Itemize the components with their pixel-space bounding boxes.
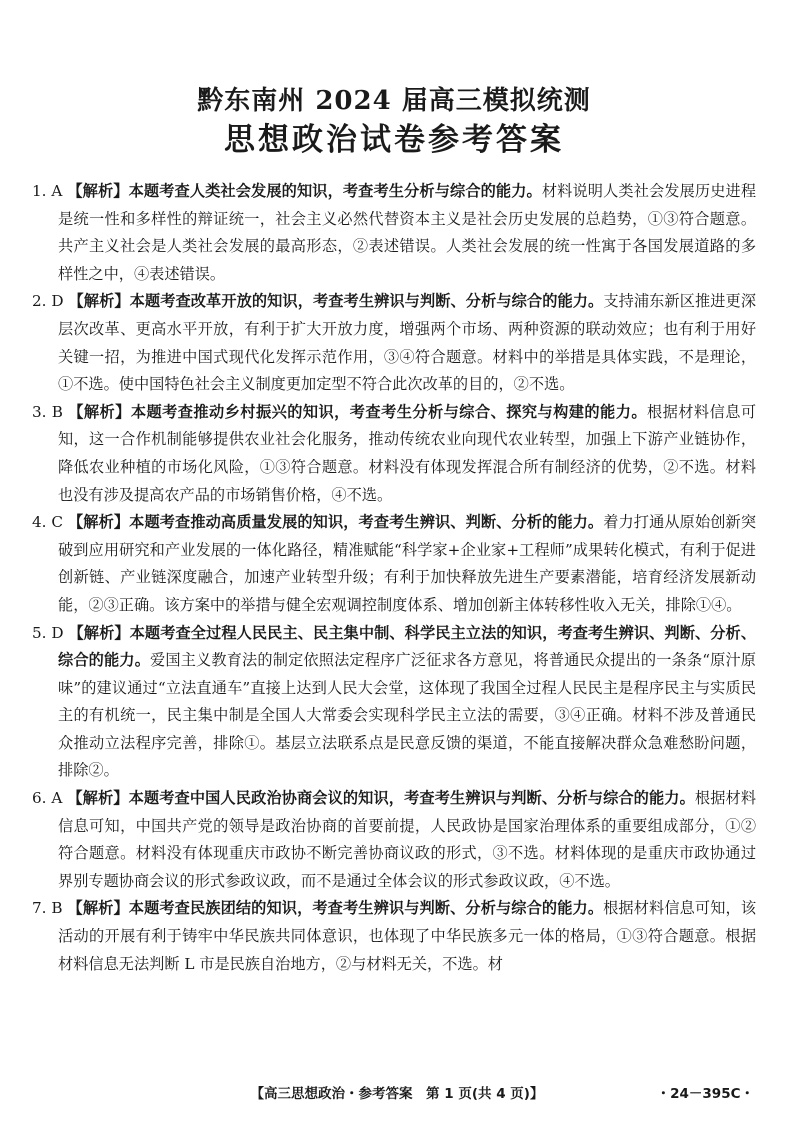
analysis-tag: 【解析】	[67, 899, 129, 918]
answer-body: 材料说明人类社会发展历史进程是统一性和多样性的辩证统一，社会主义必然代替资本主义是社会历史发展的总趋势，①③符合题意。共产主义社会是人类社会发展的最高形态，②表述错误。人类社会发展的统一性寓于各国发展道路的多样性之中，④表述错误。	[58, 182, 757, 283]
answer-item	[32, 785, 756, 895]
answer-lead: 本题考查全过程人民民主、民主集中制、科学民主立法的知识，考查考生辨识、判断、分析、综合的能力。	[58, 623, 757, 670]
answer-lead: 本题考查民族团结的知识，考查考生辨识与判断、分析与综合的能力。	[128, 899, 604, 918]
answer-item	[32, 895, 756, 978]
page-title-line1: 黔东南州 2024 届高三模拟统测	[197, 86, 591, 116]
answer-number: 5. D	[32, 623, 64, 642]
answer-lead: 本题考查改革开放的知识，考查考生辨识与判断、分析与综合的能力。	[129, 292, 604, 311]
answer-lead: 本题考查中国人民政治协商会议的知识，考查考生辨识与判断、分析与综合的能力。	[128, 789, 695, 808]
answer-number: 4. C	[32, 513, 64, 532]
answer-lead: 本题考查人类社会发展的知识，考查考生分析与综合的能力。	[128, 182, 542, 200]
answer-item	[32, 288, 756, 398]
analysis-tag: 【解析】	[68, 402, 131, 421]
answer-list	[32, 178, 756, 978]
answer-lead: 本题考查推动高质量发展的知识，考查考生辨识、判断、分析的能力。	[129, 513, 604, 532]
analysis-tag: 【解析】	[68, 623, 130, 642]
answer-item	[32, 620, 756, 786]
answer-body: 着力打通从原始创新突破到应用研究和产业发展的一体化路径，精准赋能“科学家+企业家+工程师”成果转化模式，有利于促进创新链、产业链深度融合，加速产业转型升级；有利于加快释放先进生产要素潜能，培育经济发展新动能，②③正确。该方案中的举措与健全宏观调控制度体系、增加创新主体转移性收入无关，排除①④。	[58, 513, 757, 614]
answer-item	[32, 178, 756, 288]
answer-body: 爱国主义教育法的制定依照法定程序广泛征求各方意见，将普通民众提出的一条条“原汁原味”的建议通过“立法直通车”直接上达到人民大会堂，这体现了我国全过程人民民主是程序民主与实质民主的有机统一，民主集中制是全国人大常委会实现科学民主立法的需要，③④正确。材料不涉及普通民众推动立法程序完善，排除①。基层立法联系点是民意反馈的渠道，不能直接解决群众急难愁盼问题，排除②。	[58, 651, 756, 780]
answer-number: 3. B	[32, 402, 63, 421]
answer-body: 支持浦东新区推进更深层次改革、更高水平开放，有利于扩大开放力度，增强两个市场、两种资源的联动效应；也有利于用好关键一招，为推进中国式现代化发挥示范作用，③④符合题意。材料中的举措是具体实践，不是理论，①不选。使中国特色社会主义制度更加定型不符合此次改革的目的，②不选。	[58, 292, 757, 394]
analysis-tag: 【解析】	[67, 789, 129, 808]
answer-number: 6. A	[32, 789, 63, 808]
analysis-tag: 【解析】	[68, 292, 130, 311]
analysis-tag: 【解析】	[67, 513, 130, 532]
footer-paper-code: ・24－395C・	[656, 1086, 754, 1102]
answer-item	[32, 509, 756, 619]
answer-item	[32, 399, 756, 509]
footer-page-info: 【高三思想政治・参考答案 第 1 页(共 4 页)】	[250, 1086, 544, 1102]
answer-number: 2. D	[32, 292, 64, 311]
answer-number: 7. B	[32, 899, 63, 918]
answer-lead: 本题考查推动乡村振兴的知识，考查考生分析与综合、探究与构建的能力。	[130, 402, 647, 421]
answer-body: 根据材料信息可知，中国共产党的领导是政治协商的首要前提，人民政协是国家治理体系的重要组成部分，①②符合题意。材料没有体现重庆市政协不断完善协商议政的形式，③不选。材料体现的是重庆市政协通过界别专题协商会议的形式参政议政，而不是通过全体会议的形式参政议政，④不选。	[58, 789, 757, 890]
answer-body: 根据材料信息可知，该活动的开展有利于铸牢中华民族共同体意识，也体现了中华民族多元一体的格局，①③符合题意。根据材料信息无法判断 L 市是民族自治地方，②与材料无关，不选。材	[58, 899, 757, 973]
answer-number: 1. A	[32, 182, 63, 200]
page-title-line2: 思想政治试卷参考答案	[224, 122, 564, 158]
answer-body: 根据材料信息可知，这一合作机制能够提供农业社会化服务，推动传统农业向现代农业转型，加强上下游产业链协作，降低农业种植的市场化风险，①③符合题意。材料没有体现发挥混合所有制经济的优势，②不选。材料也没有涉及提高农产品的市场销售价格，④不选。	[58, 402, 757, 504]
analysis-tag: 【解析】	[67, 182, 129, 200]
